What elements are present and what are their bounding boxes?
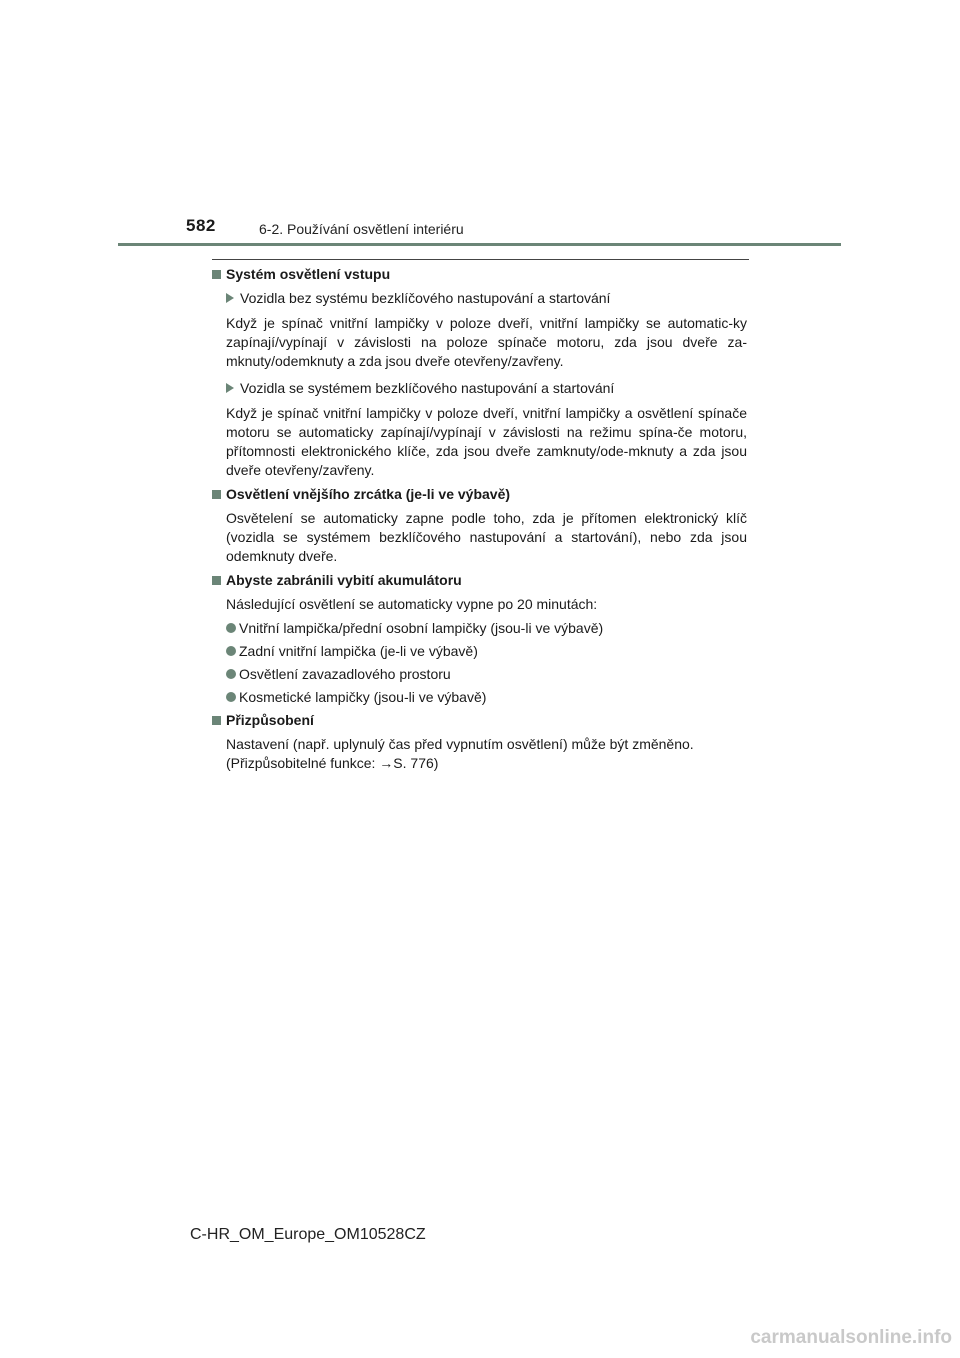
square-bullet-icon [212,576,221,585]
square-bullet-icon [212,270,221,279]
customization-reference: (Přizpůsobitelné funkce: →S. 776) [226,755,439,771]
list-item: Osvětlení zavazadlového prostoru [212,665,747,684]
triangle-arrow-icon [226,293,234,303]
list-item: Vnitřní lampička/přední osobní lampičky (jsou-li ve výbavě) [212,619,747,638]
page-content [212,265,747,778]
heading-customization: Přizpůsobení [212,711,747,730]
content-divider [212,259,749,260]
header-divider [118,243,841,246]
circle-bullet-icon [226,623,236,633]
triangle-arrow-icon [226,383,234,393]
circle-bullet-icon [226,692,236,702]
list-item: Zadní vnitřní lampička (je-li ve výbavě) [212,642,747,661]
square-bullet-icon [212,490,221,499]
heading-mirror-lighting: Osvětlení vnějšího zrcátka (je-li ve výbavě) [212,485,747,504]
square-bullet-icon [212,716,221,725]
watermark: carmanualsonline.info [750,1327,952,1348]
subheading-without-keyless: Vozidla bez systému bezklíčového nastupování a startování [212,289,747,308]
circle-bullet-icon [226,646,236,656]
list-item: Kosmetické lampičky (jsou-li ve výbavě) [212,688,747,707]
section-title: 6-2. Používání osvětlení interiéru [259,221,464,237]
heading-entry-lighting: Systém osvětlení vstupu [212,265,747,284]
paragraph-without-keyless: Když je spínač vnitřní lampičky v poloze dveří, vnitřní lampičky se automatic-ky zapínají/vypínají v závislosti na poloze spínače motoru, zda jsou dveře za-mknuty/odemknuty a zda jsou dveře otevřeny/zavřeny. [226,315,747,369]
paragraph-mirror-lighting: Osvětelení se automaticky zapne podle toho, zda je přítomen elektronický klíč (vozidla se systémem bezklíčového nastupování a startování), nebo zda jsou odemknuty dveře. [226,510,747,564]
paragraph-with-keyless: Když je spínač vnitřní lampičky v poloze dveří, vnitřní lampičky a osvětlení spínače motoru se automaticky zapínají/vypínají v závislosti na režimu spína-če motoru, přítomnosti elektronického klíče, zda jsou dveře zamknuty/ode-mknuty a zda jsou dveře otevřeny/zavřeny. [226,405,747,478]
paragraph-battery-saver: Následující osvětlení se automaticky vypne po 20 minutách: [226,596,598,612]
page-number: 582 [186,216,216,235]
document-code: C-HR_OM_Europe_OM10528CZ [190,1226,426,1243]
subheading-with-keyless: Vozidla se systémem bezklíčového nastupování a startování [212,379,747,398]
paragraph-customization: Nastavení (např. uplynulý čas před vypnutím osvětlení) může být změněno. [226,736,694,752]
heading-battery-saver: Abyste zabránili vybití akumulátoru [212,571,747,590]
circle-bullet-icon [226,669,236,679]
